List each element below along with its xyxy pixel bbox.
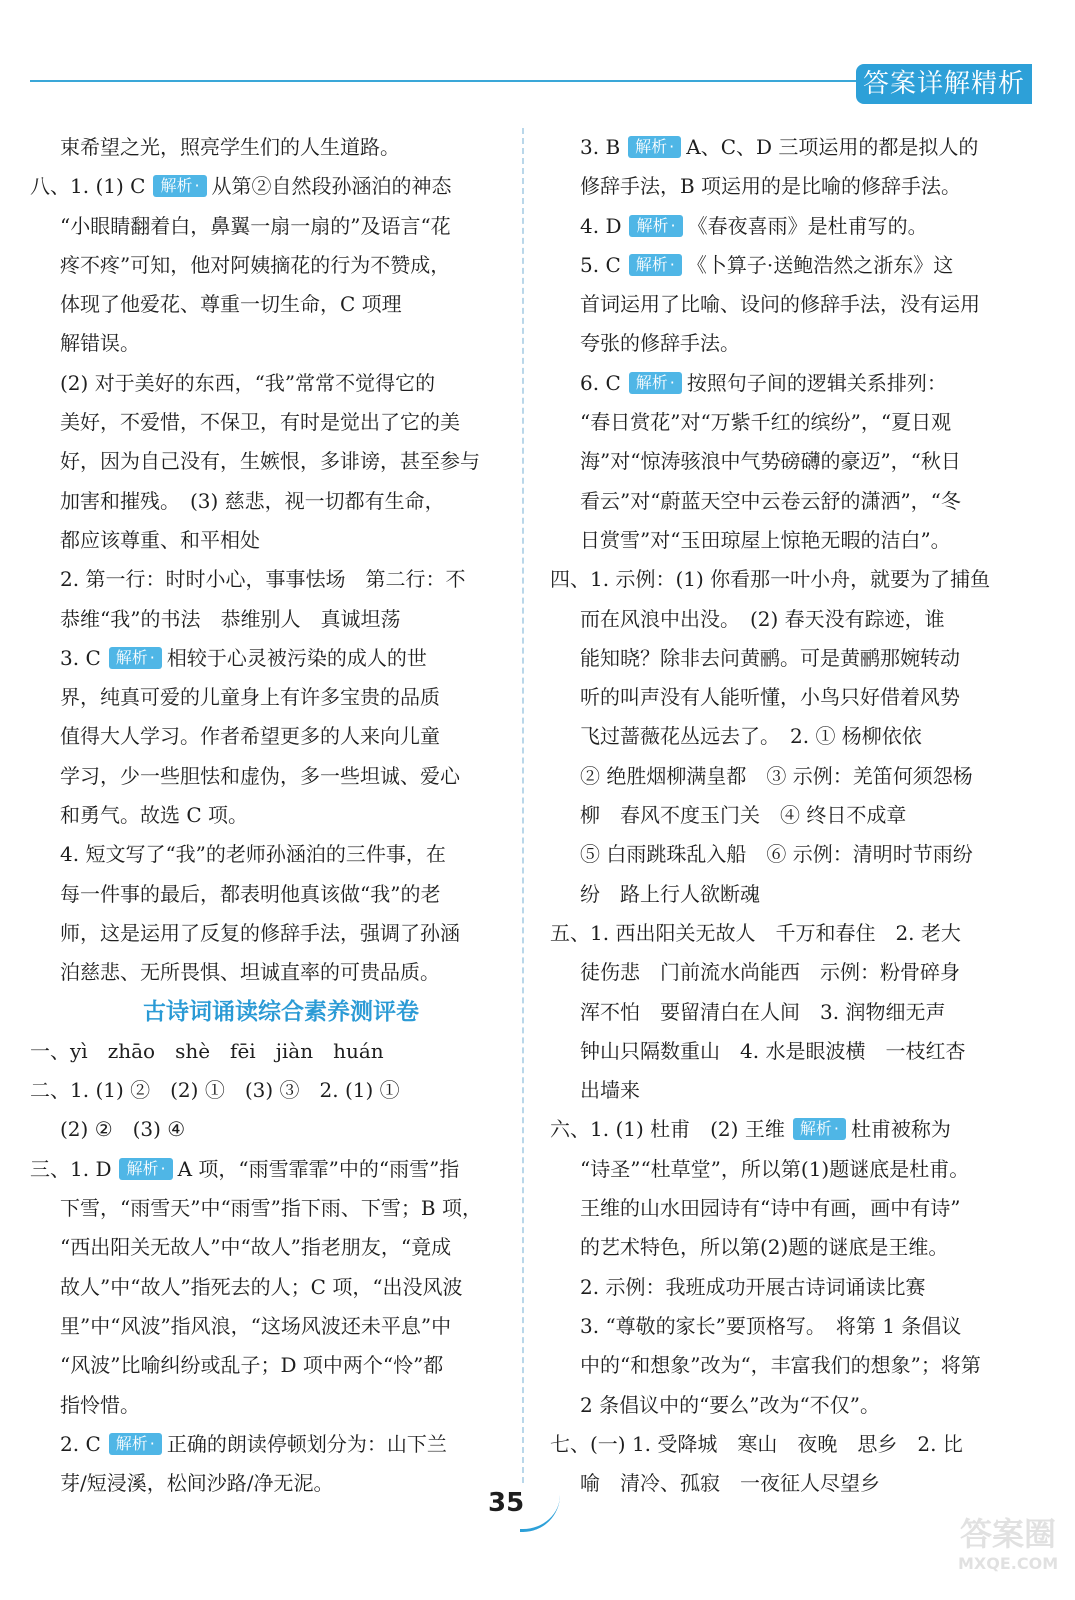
left-text-line: “西出阳关无故人”中“故人”指老朋友，“竟成 [60, 1235, 452, 1260]
analysis-text: 按照句子间的逻辑关系排列： [686, 370, 947, 395]
left-text-line: 下雪，“雨雪天”中“雨雪”指下雨、下雪；B 项， [60, 1196, 482, 1221]
analysis-badge: 解析 · [628, 136, 681, 158]
answer-key: 八、1. (1) C [30, 174, 146, 199]
right-answer-line [550, 128, 1035, 167]
right-text-line: 徒伤悲 门前流水尚能西 示例：粉骨碎身 [580, 960, 960, 985]
left-text-line: 好，因为自己没有，生嫉恨，多诽谤，甚至参与 [60, 449, 480, 474]
analysis-badge: 解析 · [629, 372, 682, 394]
right-text-line: 出墙来 [580, 1078, 640, 1103]
right-text-line: 2. 示例：我班成功开展古诗词诵读比赛 [580, 1274, 926, 1299]
left-text-line: (2) 对于美好的东西，“我”常常不觉得它的 [60, 370, 436, 395]
right-answer-line [550, 246, 1035, 285]
page-number-swoosh [520, 1495, 560, 1532]
section-title: 古诗词诵读综合素养测评卷 [143, 998, 419, 1025]
left-text-line: 体现了他爱花、尊重一切生命，C 项理 [60, 292, 402, 317]
right-text-line: 首词运用了比喻、设问的修辞手法，没有运用 [580, 292, 980, 317]
right-text-line: 3. “尊敬的家长”要顶格写。 将第 1 条倡议 [580, 1313, 962, 1338]
left-answer-line [30, 1425, 502, 1464]
right-text-line: ② 绝胜烟柳满皇都 ③ 示例：羌笛何须怨杨 [580, 763, 973, 788]
answer-key: 6. C [580, 370, 621, 395]
left-answer-line [30, 1150, 502, 1189]
right-text-line: 喻 清冷、孤寂 一夜征人尽望乡 [580, 1471, 880, 1496]
left-text-line: 芽/短浸溪，松间沙路/净无泥。 [60, 1471, 334, 1496]
right-text-line: 钟山只隔数重山 4. 水是眼波横 一枝红杏 [580, 1038, 966, 1063]
left-text-line: 师，这是运用了反复的修辞手法，强调了孙涵 [60, 920, 460, 945]
left-answer-line [30, 639, 502, 678]
analysis-text: 《春夜喜雨》是杜甫写的。 [687, 213, 928, 238]
left-text-line: “风波”比喻纠纷或乱子；D 项中两个“怜”都 [60, 1353, 444, 1378]
left-column [30, 128, 502, 1503]
right-text-line: 柳 春风不度玉门关 ④ 终日不成章 [580, 803, 907, 828]
answer-key: 5. C [580, 252, 621, 277]
page-number: 35 [488, 1488, 525, 1518]
analysis-text: 从第②自然段孙涵泊的神态 [211, 174, 452, 199]
left-text-line: 故人”中“故人”指死去的人；C 项，“出没风波 [60, 1274, 463, 1299]
right-text-line: 能知晓？除非去问黄鹂。可是黄鹂那婉转动 [580, 645, 960, 670]
right-text-line: 七、(一) 1. 受降城 寒山 夜晚 思乡 2. 比 [550, 1431, 963, 1456]
left-text-line: 2. 第一行：时时小心，事事怯场 第二行：不 [60, 567, 466, 592]
right-text-line: 中的“和想象”改为“，丰富我们的想象”；将第 [580, 1353, 981, 1378]
left-text-line: 束希望之光，照亮学生们的人生道路。 [60, 135, 400, 159]
right-column [550, 128, 1035, 1503]
watermark-bottom: MXQE.COM [958, 1554, 1059, 1573]
analysis-badge: 解析 · [629, 254, 682, 276]
right-text-line: “春日赏花”对“万紫千红的缤纷”，“夏日观 [580, 410, 952, 435]
column-divider [522, 128, 524, 1483]
left-text-line: 疼不疼”可知，他对阿姨摘花的行为不赞成， [60, 252, 451, 277]
right-text-line: 海”对“惊涛骇浪中气势磅礴的豪迈”，“秋日 [580, 449, 961, 474]
analysis-badge: 解析 · [793, 1118, 846, 1140]
answer-key: 3. B [580, 135, 621, 159]
right-text-line: 四、1. 示例：(1) 你看那一叶小舟，就要为了捕鱼 [550, 567, 991, 592]
left-text-line: 加害和摧残。 (3) 慈悲，视一切都有生命， [60, 488, 445, 513]
header-section-tab: 答案详解精析 [856, 64, 1032, 104]
right-text-line: 五、1. 西出阳关无故人 千万和春住 2. 老大 [550, 920, 961, 945]
right-text-line: 而在风浪中出没。 (2) 春天没有踪迹，谁 [580, 606, 945, 631]
left-text-line: 美好，不爱惜，不保卫，有时是觉出了它的美 [60, 410, 460, 435]
left-text-line: 指怜惜。 [60, 1392, 140, 1417]
analysis-text: 正确的朗读停顿划分为：山下兰 [166, 1431, 447, 1456]
right-text-line: 看云”对“蔚蓝天空中云卷云舒的潇洒”，“冬 [580, 488, 961, 513]
left-text-line: 里”中“风波”指风浪，“这场风波还未平息”中 [60, 1313, 452, 1338]
right-text-line: 2 条倡议中的“要么”改为“不仅”。 [580, 1392, 880, 1417]
left-text-line: “小眼睛翻着白，鼻翼一扇一扇的”及语言“花 [60, 213, 451, 238]
right-text-line: 王维的山水田园诗有“诗中有画，画中有诗” [580, 1196, 961, 1221]
left-text-line: 解错误。 [60, 331, 140, 356]
left-text-line: 和勇气。故选 C 项。 [60, 803, 249, 828]
right-answer-line [550, 207, 1035, 246]
answer-key: 三、1. D [30, 1156, 112, 1181]
analysis-badge: 解析 · [153, 175, 206, 197]
left-text-line: 一、yì zhāo shè fēi jiàn huán [30, 1038, 384, 1063]
right-text-line: 的艺术特色，所以第(2)题的谜底是王维。 [580, 1235, 949, 1260]
watermark-logo [958, 1514, 1058, 1586]
analysis-badge: 解析 · [629, 215, 682, 237]
analysis-text: A、C、D 三项运用的都是拟人的 [686, 135, 979, 159]
analysis-badge: 解析 · [109, 647, 162, 669]
analysis-text: A 项，“雨雪霏霏”中的“雨雪”指 [177, 1156, 460, 1181]
watermark-top: 答案圈 [959, 1515, 1056, 1553]
right-text-line: 听的叫声没有人能听懂，小鸟只好借着风势 [580, 685, 960, 710]
right-answer-line [550, 364, 1035, 403]
left-text-line: 每一件事的最后，都表明他真该做“我”的老 [60, 881, 441, 906]
left-text-line: 二、1. (1) ② (2) ① (3) ③ 2. (1) ① [30, 1078, 400, 1103]
analysis-text: 《卜算子·送鲍浩然之浙东》这 [686, 252, 954, 277]
header-rule [30, 80, 860, 82]
right-text-line: “诗圣”“杜草堂”，所以第(1)题谜底是杜甫。 [580, 1156, 970, 1181]
analysis-badge: 解析 · [109, 1433, 162, 1455]
left-answer-line [30, 167, 502, 206]
right-text-line: ⑤ 白雨跳珠乱入船 ⑥ 示例：清明时节雨纷 [580, 842, 973, 867]
analysis-text: 相较于心灵被污染的成人的世 [166, 645, 427, 670]
left-text-line: 恭维“我”的书法 恭维别人 真诚坦荡 [60, 606, 401, 631]
left-text-line: 都应该尊重、和平相处 [60, 527, 260, 552]
analysis-badge: 解析 · [119, 1158, 172, 1180]
answer-key: 4. D [580, 213, 622, 238]
right-text-line: 修辞手法，B 项运用的是比喻的修辞手法。 [580, 174, 962, 199]
left-text-line: 4. 短文写了“我”的老师孙涵泊的三件事，在 [60, 842, 446, 867]
right-answer-line [550, 1110, 1035, 1149]
left-text-line: 学习，少一些胆怯和虚伪，多一些坦诚、爱心 [60, 763, 460, 788]
right-text-line: 纷 路上行人欲断魂 [580, 881, 760, 906]
analysis-text: 杜甫被称为 [850, 1117, 951, 1142]
answer-key: 六、1. (1) 杜甫 (2) 王维 [550, 1117, 785, 1142]
right-text-line: 日赏雪”对“玉田琼屋上惊艳无暇的洁白”。 [580, 527, 951, 552]
right-text-line: 夸张的修辞手法。 [580, 331, 740, 356]
left-text-line: 界，纯真可爱的儿童身上有许多宝贵的品质 [60, 685, 440, 710]
left-text-line: (2) ② (3) ④ [60, 1117, 186, 1142]
left-text-line: 泊慈悲、无所畏惧、坦诚直率的可贵品质。 [60, 960, 440, 985]
answer-key: 2. C [60, 1431, 101, 1456]
left-text-line: 值得大人学习。作者希望更多的人来向儿童 [60, 724, 440, 749]
answer-key: 3. C [60, 645, 101, 670]
right-text-line: 飞过蔷薇花丛远去了。 2. ① 杨柳依依 [580, 724, 922, 749]
right-text-line: 浑不怕 要留清白在人间 3. 润物细无声 [580, 999, 946, 1024]
